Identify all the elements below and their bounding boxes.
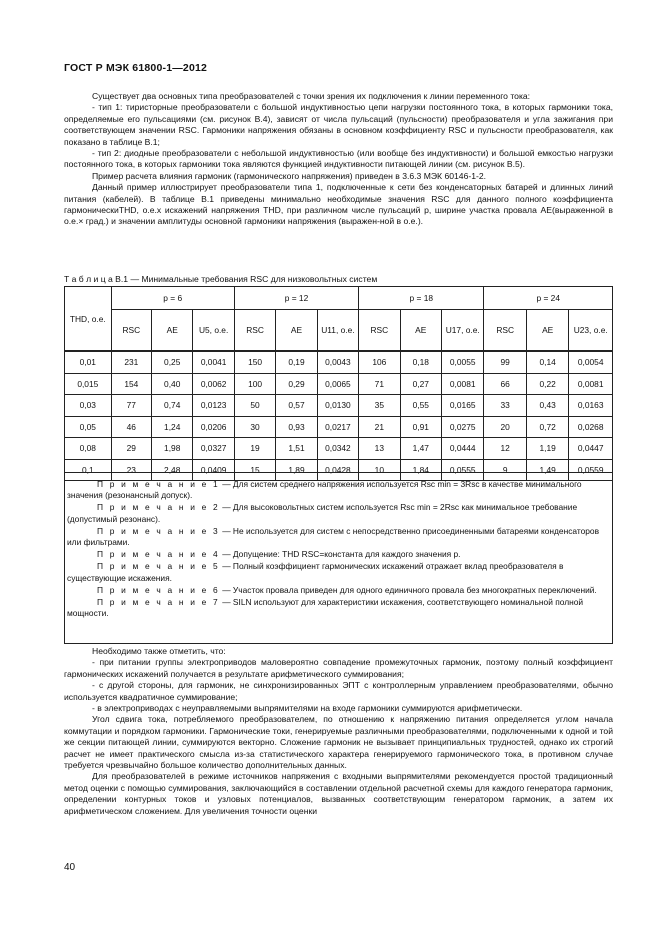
table-cell: 0,0555 [441,459,483,481]
note-label: П р и м е ч а н и е 6 [97,584,220,595]
intro-paragraph: Данный пример иллюстрирует преобразователи типа 1, подключенные к сети без конденсаторных батарей и длинных линий питания (кабелей). В таблице В.1 приведены минимально необходимые значения RSC для данного полного коэффициента гармоническиTHD, о.е.х искажений напряжения THD, при различном числе пульсаций p, ширине участка провала AE(выраженной в о.е.× град.) и значении амплитуды основной гармоники напряжения (выражен-ной в о.е.). [64,182,613,227]
column-header: U5, о.е. [193,310,234,352]
note-text: — Допущение: THD RSC=константа для каждого значения p. [219,549,461,560]
note-label: П р и м е ч а н и е 4 [97,549,220,560]
table-cell: 0,27 [400,373,441,395]
table-cell: 0,43 [526,395,568,417]
table-cell: 35 [359,395,400,417]
table-cell: 50 [234,395,275,417]
table-cell: 1,98 [152,438,193,460]
note-label: П р и м е ч а н и е 1 [97,479,220,489]
column-header: U23, о.е. [569,310,613,352]
table-cell: 0,91 [400,416,441,438]
table-cell: 99 [484,351,526,373]
table-cell: 231 [111,351,151,373]
body-paragraph: - с другой стороны, для гармоник, не синхронизированных ЭПТ с контроллерным управлением преобразователями, обычно используется квадратичное суммирование; [64,680,613,702]
table-cell: 0,0163 [569,395,613,417]
table-cell: 1,24 [152,416,193,438]
thd-cell: 0,05 [65,416,112,438]
table-cell: 1,84 [400,459,441,481]
after-section [64,646,613,817]
note-item [67,549,606,560]
note-item [67,597,606,619]
note-text: — Не используется для систем с непосредственно присоединенными батареями конденсаторов или фильтрами. [67,525,600,548]
column-header: U17, о.е. [441,310,483,352]
table-cell: 0,72 [526,416,568,438]
table-cell: 0,0165 [441,395,483,417]
table-cell: 9 [484,459,526,481]
table-cell: 77 [111,395,151,417]
table-cell: 0,74 [152,395,193,417]
table-cell: 66 [484,373,526,395]
body-paragraph: - при питании группы электроприводов маловероятно совпадение промежуточных гармоник, поэтому полный коэффициент гармонических искажений получается в результате арифметического суммирования; [64,657,613,679]
table-cell: 0,0342 [317,438,358,460]
table-cell: 0,0206 [193,416,234,438]
table-cell: 0,0268 [569,416,613,438]
table-cell: 30 [234,416,275,438]
table-row [65,438,613,460]
table-cell: 15 [234,459,275,481]
table-cell: 23 [111,459,151,481]
table-cell: 19 [234,438,275,460]
table-cell: 0,0447 [569,438,613,460]
table-cell: 13 [359,438,400,460]
note-label: П р и м е ч а н и е 5 [97,561,220,572]
table-cell: 0,0130 [317,395,358,417]
table-row [65,416,613,438]
note-item [67,479,606,501]
table-cell: 0,0444 [441,438,483,460]
body-paragraph: - в электроприводах с неуправляемыми выпрямителями на входе гармоники суммируются арифметически. [92,703,523,714]
intro-paragraph: - тип 2: диодные преобразователи с небольшой индуктивностью (или вообще без индуктивности) и большой емкостью нагрузки постоянного тока, в которых гармоники тока являются функцией индуктивности питающей линии (см. рисунок В.5). [64,148,613,170]
table-cell: 71 [359,373,400,395]
table-cell: 0,57 [276,395,317,417]
document-header: ГОСТ Р МЭК 61800-1—2012 [64,62,208,74]
table-cell: 0,0327 [193,438,234,460]
table-cell: 0,29 [276,373,317,395]
table-cell: 0,22 [526,373,568,395]
page-number: 40 [64,862,76,873]
intro-paragraph: Пример расчета влияния гармоник (гармонического напряжения) приведен в 3.6.3 МЭК 60146-1-2. [92,170,487,181]
table-cell: 0,0409 [193,459,234,481]
table-cell: 0,55 [400,395,441,417]
table-cell: 10 [359,459,400,481]
body-paragraph: Угол сдвига тока, потребляемого преобразователем, по отношению к напряжению питания определяется углом начала коммутации и порядком гармоники. Гармонические токи, генерируемые различными преобразователями, подключенными к одной и той же секции питающей линии, суммируются векторно. Сложение гармоник не вызывает принципиальных трудностей, однако их строгий расчет не имеет практического смысла из-за статистического характера генерируемого гармонического тока, в противном случае требуется чрезвычайно большое количество дополнительных данных. [64,714,613,771]
intro-paragraph: Существует два основных типа преобразователей с точки зрения их подключения к линии переменного тока: [92,91,531,101]
note-item [67,526,606,548]
table-cell: 0,25 [152,351,193,373]
note-item [67,502,606,524]
table-cell: 0,0043 [317,351,358,373]
table-cell: 0,0041 [193,351,234,373]
thd-cell: 0,015 [65,373,112,395]
column-header: AE [152,310,193,352]
note-text: — Для систем среднего напряжения используется Rsc min = 3Rsc в качестве минимального значения (резонансный допуск). [67,479,582,501]
table-cell: 12 [484,438,526,460]
table-cell: 0,0055 [441,351,483,373]
column-header: AE [276,310,317,352]
requirements-table [64,286,613,481]
table-cell: 154 [111,373,151,395]
table-cell: 33 [484,395,526,417]
note-text: — SILN используют для характеристики искажения, соответствующего номинальной полной мощности. [67,597,584,619]
column-header: RSC [359,310,400,352]
group-header: p = 18 [359,287,484,310]
table-caption: Т а б л и ц а В.1 — Минимальные требования RSC для низковольтных систем [64,274,378,284]
table-cell: 0,0054 [569,351,613,373]
table-cell: 0,0065 [317,373,358,395]
note-text: — Участок провала приведен для одного единичного провала без многократных переключений. [219,584,597,595]
table-cell: 0,40 [152,373,193,395]
table-cell: 100 [234,373,275,395]
thd-cell: 0,08 [65,438,112,460]
note-item [67,561,606,583]
note-label: П р и м е ч а н и е 2 [97,502,220,513]
column-header: RSC [111,310,151,352]
group-header: p = 12 [234,287,358,310]
table-cell: 21 [359,416,400,438]
table-cell: 150 [234,351,275,373]
intro-section [64,91,613,228]
thd-header: THD, о.е. [65,287,112,352]
note-text: — Полный коэффициент гармонических искажений отражает вклад преобразователя в существующие искажения. [67,561,564,583]
column-header: AE [400,310,441,352]
table-cell: 0,0428 [317,459,358,481]
thd-cell: 0,03 [65,395,112,417]
table-cell: 0,0081 [569,373,613,395]
note-text: — Для высоковольтных систем используется Rsc min = 2Rsc как минимальное требование (допустимый резонанс). [67,502,578,524]
table-cell: 0,93 [276,416,317,438]
table-cell: 0,14 [526,351,568,373]
table-cell: 0,0081 [441,373,483,395]
table-cell: 1,51 [276,438,317,460]
table-cell: 46 [111,416,151,438]
body-paragraph: Необходимо также отметить, что: [92,646,226,656]
table-cell: 0,19 [276,351,317,373]
column-header: AE [526,310,568,352]
table-cell: 2,48 [152,459,193,481]
table-cell: 0,0123 [193,395,234,417]
group-header: p = 24 [484,287,613,310]
group-header: p = 6 [111,287,234,310]
note-item [67,585,606,596]
table-cell: 0,0559 [569,459,613,481]
table-cell: 0,0217 [317,416,358,438]
table-row [65,395,613,417]
thd-cell: 0,1 [65,459,112,481]
table-cell: 1,19 [526,438,568,460]
table-cell: 1,49 [526,459,568,481]
table-row [65,373,613,395]
column-header: RSC [484,310,526,352]
table-cell: 0,0275 [441,416,483,438]
table-cell: 0,18 [400,351,441,373]
body-paragraph: Для преобразователей в режиме источников напряжения с входными выпрямителями рекомендуется простой традиционный метод оценки с помощью суммирования, заключающийся в составлении отдельной расчетной схемы для каждого генератора гармоник, определении контурных токов и узловых потенциалов, вызванных соответствующим генератором гармоник, а затем их арифметическом сложением. Для увеличения точности оценки [64,771,613,816]
table-row [65,351,613,373]
column-header: U11, о.е. [317,310,358,352]
table-body [65,351,613,481]
table-cell: 1,89 [276,459,317,481]
table-cell: 20 [484,416,526,438]
table-cell: 29 [111,438,151,460]
table-cell: 1,47 [400,438,441,460]
intro-paragraph: - тип 1: тиристорные преобразователи с большой индуктивностью цепи нагрузки постоянного тока, в которых гармоники тока, определяемые его пульсациями (см. рисунок В.4), зависят от числа пульсаций (пульсности) преобразователя и угла зажигания при соответствующем значении RSC. Гармоники напряжения обязаны в основном коэффициенту RSC и пульсности преобразователя, как показано в таблице В.1; [64,102,613,147]
column-header: RSC [234,310,275,352]
note-label: П р и м е ч а н и е 3 [97,525,220,536]
thd-cell: 0,01 [65,351,112,373]
note-label: П р и м е ч а н и е 7 [97,597,220,608]
table-cell: 0,0062 [193,373,234,395]
table-notes [64,472,613,644]
table-cell: 106 [359,351,400,373]
